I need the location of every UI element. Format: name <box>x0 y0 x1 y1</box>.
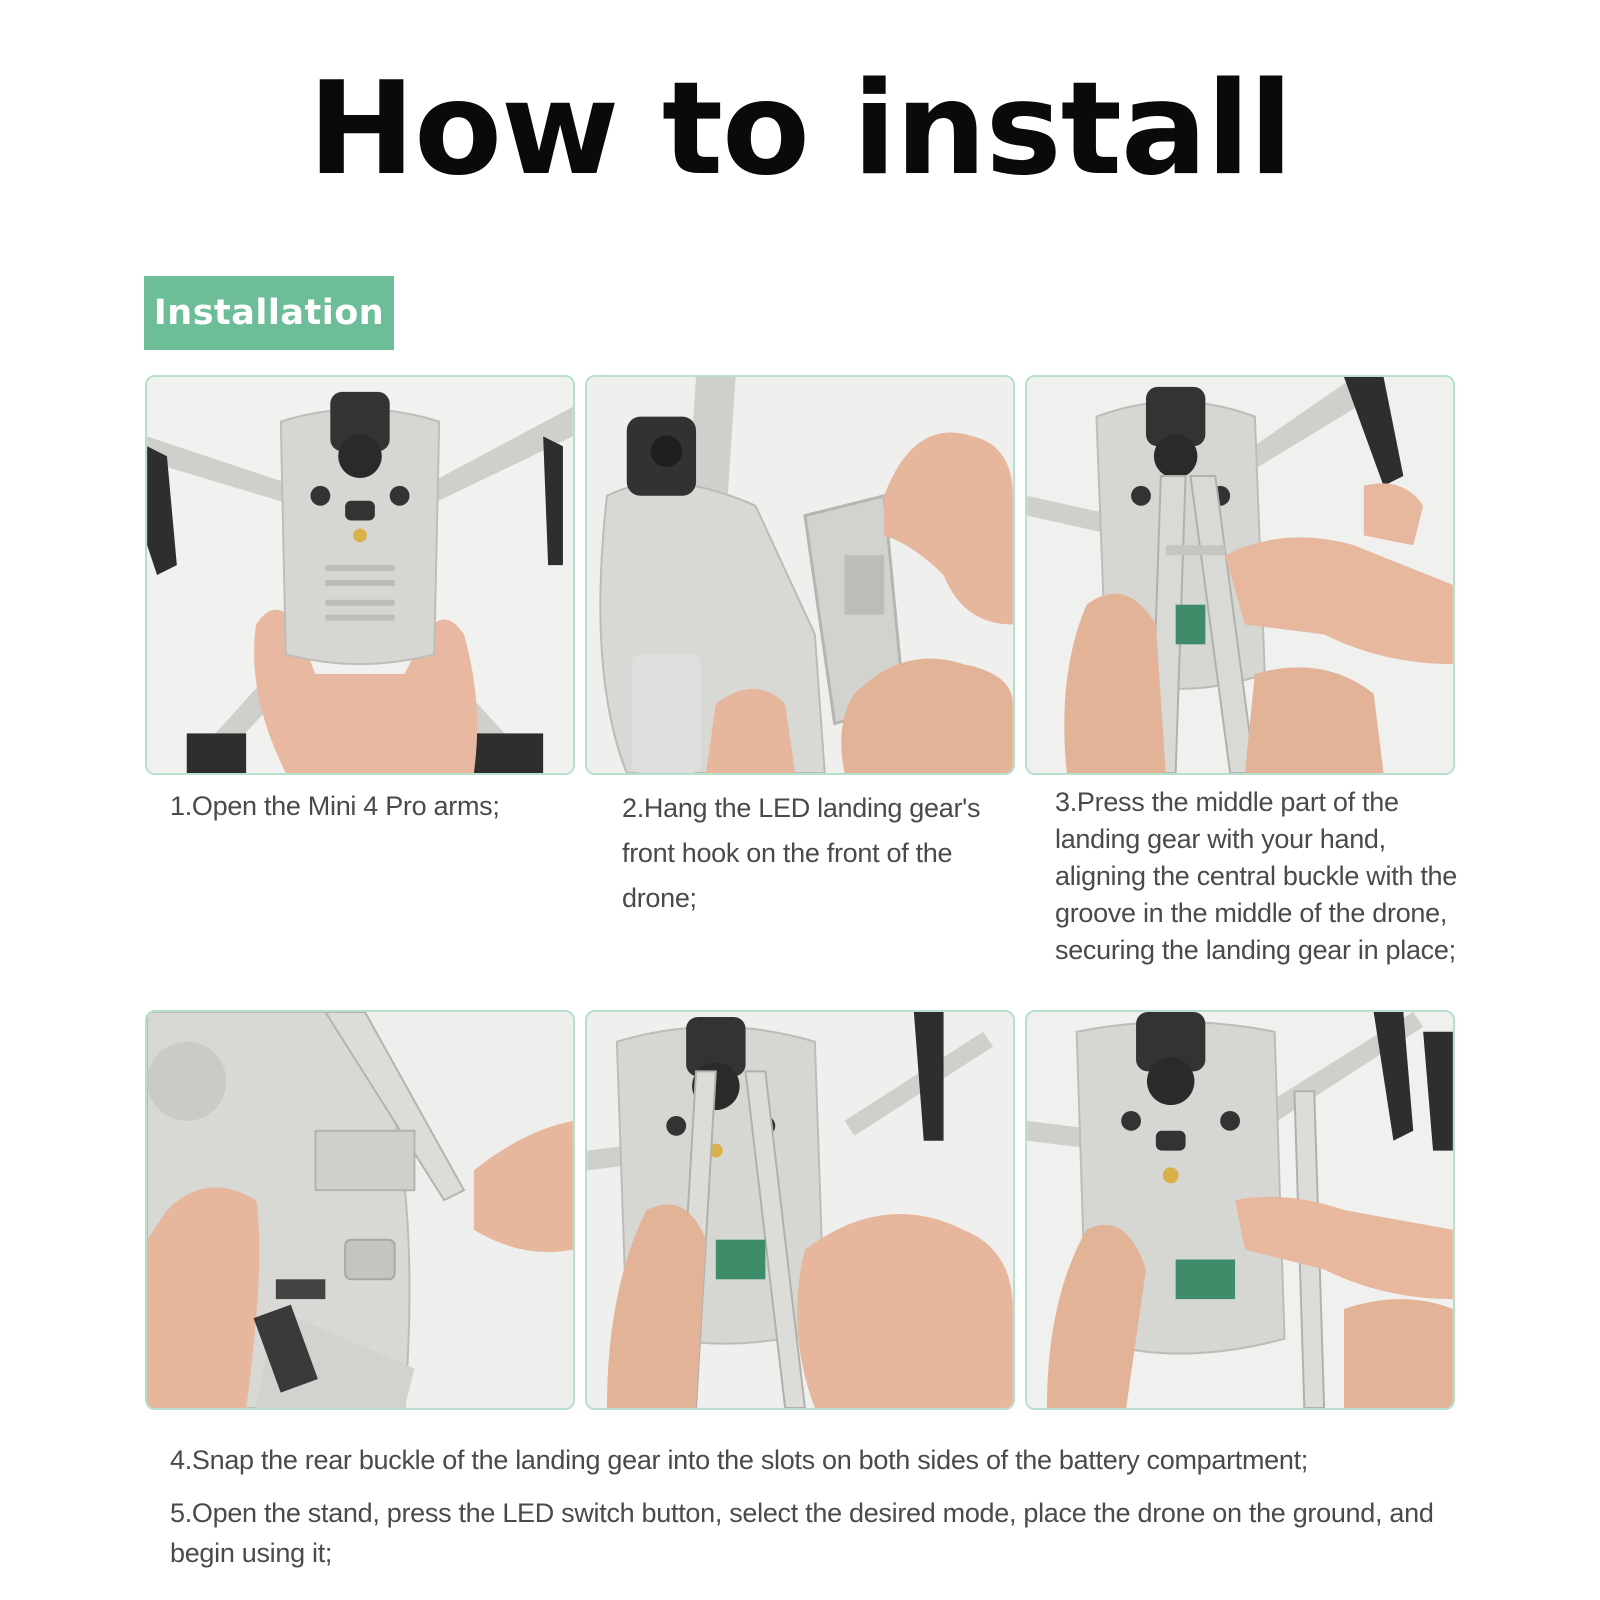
page-title: How to install <box>307 55 1293 204</box>
section-badge: Installation <box>144 276 394 350</box>
step-2-caption: 2.Hang the LED landing gear's front hook on the front of the drone; <box>622 793 981 913</box>
step-3-caption: 3.Press the middle part of the landing gear with your hand, aligning the central buckle with the groove in the middle of the drone, securing the landing gear in place; <box>1055 787 1457 965</box>
step-2-photo <box>585 375 1015 775</box>
step-4-caption: 4.Snap the rear buckle of the landing gear into the slots on both sides of the battery compartment; <box>170 1445 1309 1475</box>
step-1-caption: 1.Open the Mini 4 Pro arms; <box>170 791 500 821</box>
step-5-caption: 5.Open the stand, press the LED switch button, select the desired mode, place the drone on the ground, and begin using it; <box>170 1498 1434 1568</box>
step-4-photo <box>145 1010 575 1410</box>
step-6-photo <box>1025 1010 1455 1410</box>
step-3-photo <box>1025 375 1455 775</box>
step-1-photo <box>145 375 575 775</box>
step-5-photo <box>585 1010 1015 1410</box>
